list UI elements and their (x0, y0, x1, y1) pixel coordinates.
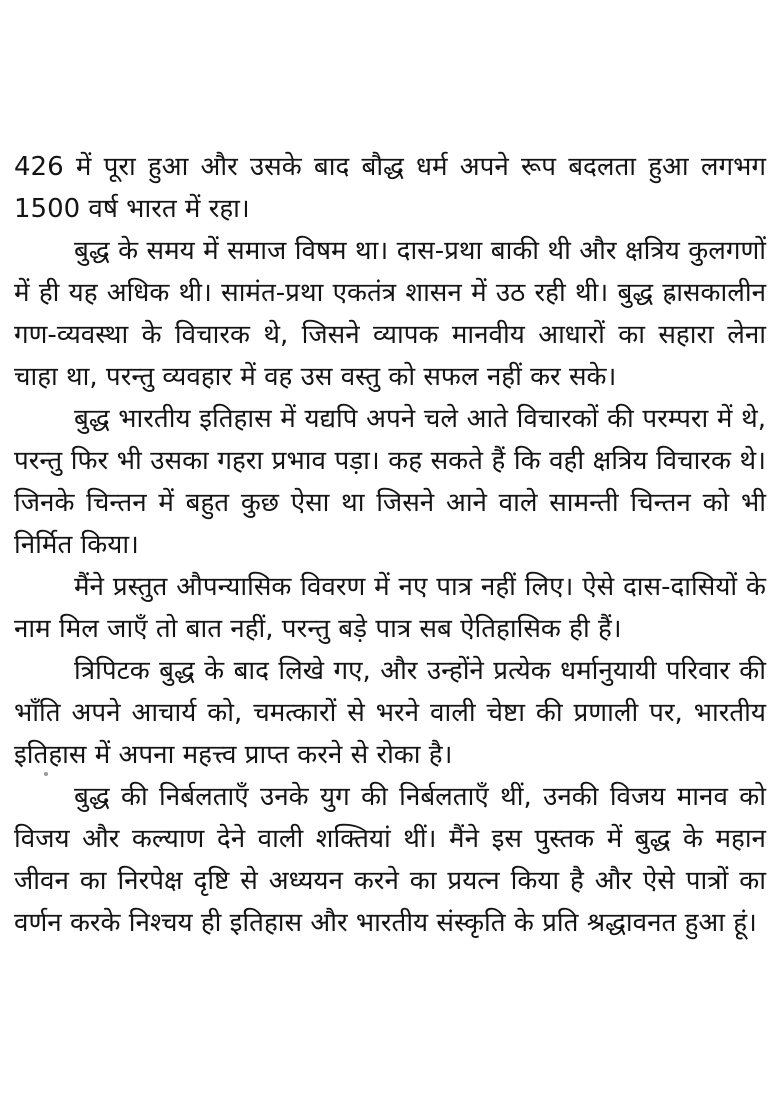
body-text (14, 146, 766, 944)
paragraph-author-statement: बुद्ध की निर्बलताएँ उनके युग की निर्बलताएँ थीं, उनकी विजय मानव को विजय और कल्याण देने वाली शक्तियां थीं। मैंने इस पुस्तक में बुद्ध के महान जीवन का निरपेक्ष दृष्टि से अध्ययन करने का प्रयत्न किया है और ऐसे पात्रों का वर्णन करके निश्चय ही इतिहास और भारतीय संस्कृति के प्रति श्रद्धावनत हुआ हूं। (14, 782, 766, 938)
paragraph-buddha-era-society: बुद्ध के समय में समाज विषम था। दास-प्रथा बाकी थी और क्षत्रिय कुलगणों में ही यह अधिक थी। सामंत-प्रथा एकतंत्र शासन में उठ रही थी। बुद्ध ह्रासकालीन गण-व्यवस्था के विचारक थे, जिसने व्यापक मानवीय आधारों का सहारा लेना चाहा था, परन्तु व्यवहार में वह उस वस्तु को सफल नहीं कर सके। (14, 236, 766, 392)
paragraph-characters: मैंने प्रस्तुत औपन्यासिक विवरण में नए पात्र नहीं लिए। ऐसे दास-दासियों के नाम मिल जाएँ तो बात नहीं, परन्तु बड़े पात्र सब ऐतिहासिक ही हैं। (14, 572, 766, 644)
paragraph-buddha-influence: बुद्ध भारतीय इतिहास में यद्यपि अपने चले आते विचारकों की परम्परा में थे, परन्तु फिर भी उसका गहरा प्रभाव पड़ा। कह सकते हैं कि वही क्षत्रिय विचारक थे। जिनके चिन्तन में बहुत कुछ ऐसा था जिसने आने वाले सामन्ती चिन्तन को भी निर्मित किया। (14, 404, 766, 560)
paragraph-continuation: 426 में पूरा हुआ और उसके बाद बौद्ध धर्म अपने रूप बदलता हुआ लगभग 1500 वर्ष भारत में रहा। (14, 152, 766, 224)
scan-speck (44, 772, 48, 776)
paragraph-tripitaka: त्रिपिटक बुद्ध के बाद लिखे गए, और उन्होंने प्रत्येक धर्मानुयायी परिवार की भाँति अपने आचार्य को, चमत्कारों से भरने वाली चेष्टा की प्रणाली पर, भारतीय इतिहास में अपना महत्त्व प्राप्त करने से रोका है। (14, 656, 766, 770)
